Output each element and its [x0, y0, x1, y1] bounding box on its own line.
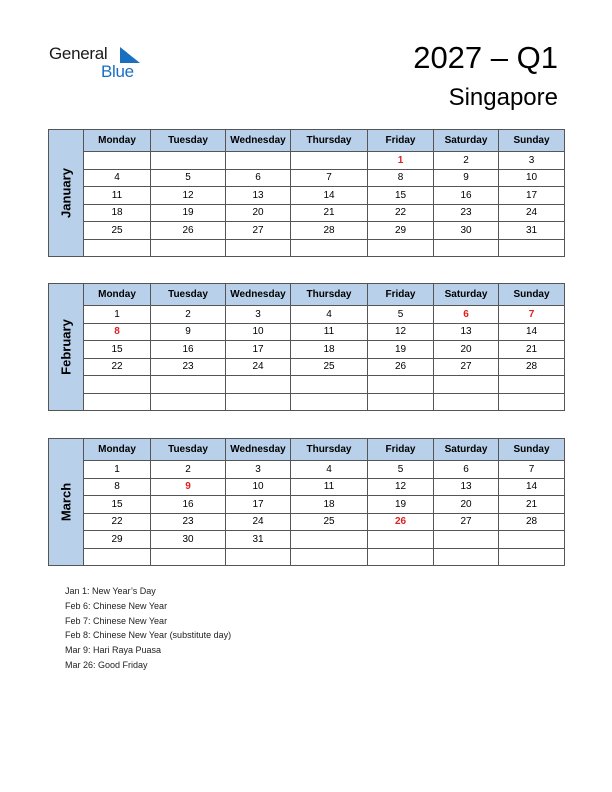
day-cell: [291, 393, 368, 411]
day-cell: [291, 376, 368, 394]
day-cell: 16: [434, 187, 499, 205]
day-cell: 24: [226, 358, 291, 376]
day-cell: 22: [368, 204, 434, 222]
day-cell: 15: [84, 341, 151, 359]
day-cell: 15: [84, 496, 151, 514]
weekday-header: Wednesday: [226, 284, 291, 306]
day-cell: 4: [291, 306, 368, 324]
day-cell: 24: [499, 204, 565, 222]
day-cell: 18: [291, 496, 368, 514]
week-row: [49, 323, 565, 341]
day-cell: 25: [84, 222, 151, 240]
day-cell: 11: [84, 187, 151, 205]
day-cell: [151, 548, 226, 566]
day-cell: [84, 548, 151, 566]
day-cell: 2: [434, 152, 499, 170]
day-cell: [434, 239, 499, 257]
day-cell: 6: [434, 461, 499, 479]
day-cell: [368, 239, 434, 257]
day-cell: 10: [226, 323, 291, 341]
day-cell: 26: [368, 513, 434, 531]
day-cell: [226, 393, 291, 411]
calendar-january: [48, 129, 565, 257]
day-cell: 7: [291, 169, 368, 187]
day-cell: 17: [226, 496, 291, 514]
logo-blue-text: Blue: [101, 62, 134, 81]
day-cell: [291, 239, 368, 257]
holiday-note: Jan 1: New Year’s Day: [65, 586, 156, 596]
day-cell: 16: [151, 496, 226, 514]
day-cell: 13: [434, 323, 499, 341]
day-cell: 8: [84, 323, 151, 341]
day-cell: [226, 152, 291, 170]
day-cell: [368, 393, 434, 411]
day-cell: 21: [499, 496, 565, 514]
day-cell: 1: [368, 152, 434, 170]
day-cell: 24: [226, 513, 291, 531]
day-cell: 7: [499, 461, 565, 479]
day-cell: 19: [151, 204, 226, 222]
day-cell: 3: [226, 306, 291, 324]
weekday-header: Sunday: [499, 284, 565, 306]
day-cell: 3: [226, 461, 291, 479]
day-cell: 10: [226, 478, 291, 496]
day-cell: 14: [499, 478, 565, 496]
week-row: [49, 306, 565, 324]
day-cell: 18: [291, 341, 368, 359]
day-cell: 25: [291, 358, 368, 376]
day-cell: [499, 376, 565, 394]
day-cell: 5: [368, 306, 434, 324]
weekday-header: Thursday: [291, 439, 368, 461]
holiday-note: Feb 6: Chinese New Year: [65, 600, 168, 611]
day-cell: 20: [434, 496, 499, 514]
week-row: [49, 358, 565, 376]
day-cell: 13: [226, 187, 291, 205]
week-row: [49, 496, 565, 514]
holiday-notes: [65, 584, 231, 673]
day-cell: 30: [434, 222, 499, 240]
weekday-header: Thursday: [291, 284, 368, 306]
day-cell: 17: [226, 341, 291, 359]
day-cell: 21: [499, 341, 565, 359]
day-cell: 2: [151, 461, 226, 479]
day-cell: 31: [226, 531, 291, 549]
day-cell: [499, 393, 565, 411]
day-cell: 4: [291, 461, 368, 479]
day-cell: [499, 531, 565, 549]
day-cell: [291, 548, 368, 566]
day-cell: 27: [434, 513, 499, 531]
day-cell: 5: [368, 461, 434, 479]
day-cell: 3: [499, 152, 565, 170]
weekday-header: Friday: [368, 130, 434, 152]
day-cell: [226, 239, 291, 257]
day-cell: [368, 548, 434, 566]
day-cell: 8: [368, 169, 434, 187]
day-cell: [434, 393, 499, 411]
day-cell: 27: [226, 222, 291, 240]
logo-triangle-icon: [120, 47, 140, 63]
day-cell: 23: [434, 204, 499, 222]
logo-general-text: General: [49, 44, 108, 63]
weekday-header: Saturday: [434, 439, 499, 461]
day-cell: [434, 548, 499, 566]
day-cell: 18: [84, 204, 151, 222]
day-cell: 12: [368, 478, 434, 496]
day-cell: [151, 376, 226, 394]
day-cell: 11: [291, 478, 368, 496]
week-row: [49, 376, 565, 394]
logo: [49, 44, 149, 84]
weekday-header: Monday: [84, 130, 151, 152]
day-cell: [291, 531, 368, 549]
day-cell: [151, 393, 226, 411]
day-cell: 20: [226, 204, 291, 222]
day-cell: 4: [84, 169, 151, 187]
day-cell: [84, 393, 151, 411]
day-cell: 7: [499, 306, 565, 324]
holiday-note: Feb 7: Chinese New Year: [65, 615, 168, 626]
day-cell: 9: [151, 478, 226, 496]
day-cell: 22: [84, 513, 151, 531]
day-cell: 21: [291, 204, 368, 222]
calendar-march: [48, 438, 565, 566]
day-cell: [368, 376, 434, 394]
day-cell: [499, 239, 565, 257]
day-cell: 6: [434, 306, 499, 324]
weekday-header: Tuesday: [151, 284, 226, 306]
month-name: January: [58, 168, 74, 218]
day-cell: 27: [434, 358, 499, 376]
day-cell: [226, 376, 291, 394]
day-cell: [84, 152, 151, 170]
day-cell: [226, 548, 291, 566]
month-label-cell: [49, 284, 84, 411]
weekday-header: Monday: [84, 439, 151, 461]
day-cell: 23: [151, 513, 226, 531]
week-row: [49, 393, 565, 411]
day-cell: 8: [84, 478, 151, 496]
day-cell: 12: [368, 323, 434, 341]
day-cell: 29: [368, 222, 434, 240]
week-row: [49, 531, 565, 549]
day-cell: 31: [499, 222, 565, 240]
weekday-header: Friday: [368, 284, 434, 306]
week-row: [49, 513, 565, 531]
day-cell: [499, 548, 565, 566]
day-cell: 14: [499, 323, 565, 341]
day-cell: [291, 152, 368, 170]
week-row: [49, 187, 565, 205]
day-cell: [84, 376, 151, 394]
month-label-cell: [49, 439, 84, 566]
day-cell: 9: [151, 323, 226, 341]
week-row: [49, 169, 565, 187]
weekday-header: Wednesday: [226, 130, 291, 152]
day-cell: 11: [291, 323, 368, 341]
day-cell: 1: [84, 306, 151, 324]
day-cell: [84, 239, 151, 257]
weekday-header: Sunday: [499, 130, 565, 152]
week-row: [49, 341, 565, 359]
day-cell: 22: [84, 358, 151, 376]
holiday-note: Mar 9: Hari Raya Puasa: [65, 645, 162, 656]
week-row: [49, 478, 565, 496]
day-cell: 16: [151, 341, 226, 359]
week-row: [49, 461, 565, 479]
month-name: March: [58, 482, 74, 522]
day-cell: 10: [499, 169, 565, 187]
day-cell: 23: [151, 358, 226, 376]
holiday-note: Mar 26: Good Friday: [65, 659, 148, 670]
week-row: [49, 152, 565, 170]
page-title: 2027 – Q1: [413, 40, 558, 75]
day-cell: 12: [151, 187, 226, 205]
weekday-header: Tuesday: [151, 439, 226, 461]
day-cell: 13: [434, 478, 499, 496]
day-cell: 26: [151, 222, 226, 240]
day-cell: 28: [499, 513, 565, 531]
calendar-february: [48, 283, 565, 411]
week-row: [49, 239, 565, 257]
day-cell: 19: [368, 496, 434, 514]
day-cell: 14: [291, 187, 368, 205]
day-cell: 25: [291, 513, 368, 531]
day-cell: [434, 376, 499, 394]
month-name: February: [58, 319, 74, 375]
day-cell: 28: [291, 222, 368, 240]
page-subtitle: Singapore: [448, 84, 558, 111]
day-cell: [151, 239, 226, 257]
weekday-header: Tuesday: [151, 130, 226, 152]
weekday-header: Saturday: [434, 284, 499, 306]
day-cell: 30: [151, 531, 226, 549]
day-cell: 15: [368, 187, 434, 205]
weekday-header: Monday: [84, 284, 151, 306]
week-row: [49, 222, 565, 240]
day-cell: 26: [368, 358, 434, 376]
day-cell: 6: [226, 169, 291, 187]
day-cell: 2: [151, 306, 226, 324]
day-cell: [368, 531, 434, 549]
week-row: [49, 548, 565, 566]
day-cell: 19: [368, 341, 434, 359]
holiday-note: Feb 8: Chinese New Year (substitute day): [65, 630, 232, 641]
weekday-header: Wednesday: [226, 439, 291, 461]
day-cell: 29: [84, 531, 151, 549]
day-cell: 5: [151, 169, 226, 187]
day-cell: [434, 531, 499, 549]
weekday-header: Sunday: [499, 439, 565, 461]
day-cell: 28: [499, 358, 565, 376]
day-cell: 1: [84, 461, 151, 479]
day-cell: [151, 152, 226, 170]
weekday-header: Friday: [368, 439, 434, 461]
weekday-header: Saturday: [434, 130, 499, 152]
month-label-cell: [49, 130, 84, 257]
day-cell: 20: [434, 341, 499, 359]
week-row: [49, 204, 565, 222]
weekday-header: Thursday: [291, 130, 368, 152]
day-cell: 9: [434, 169, 499, 187]
day-cell: 17: [499, 187, 565, 205]
